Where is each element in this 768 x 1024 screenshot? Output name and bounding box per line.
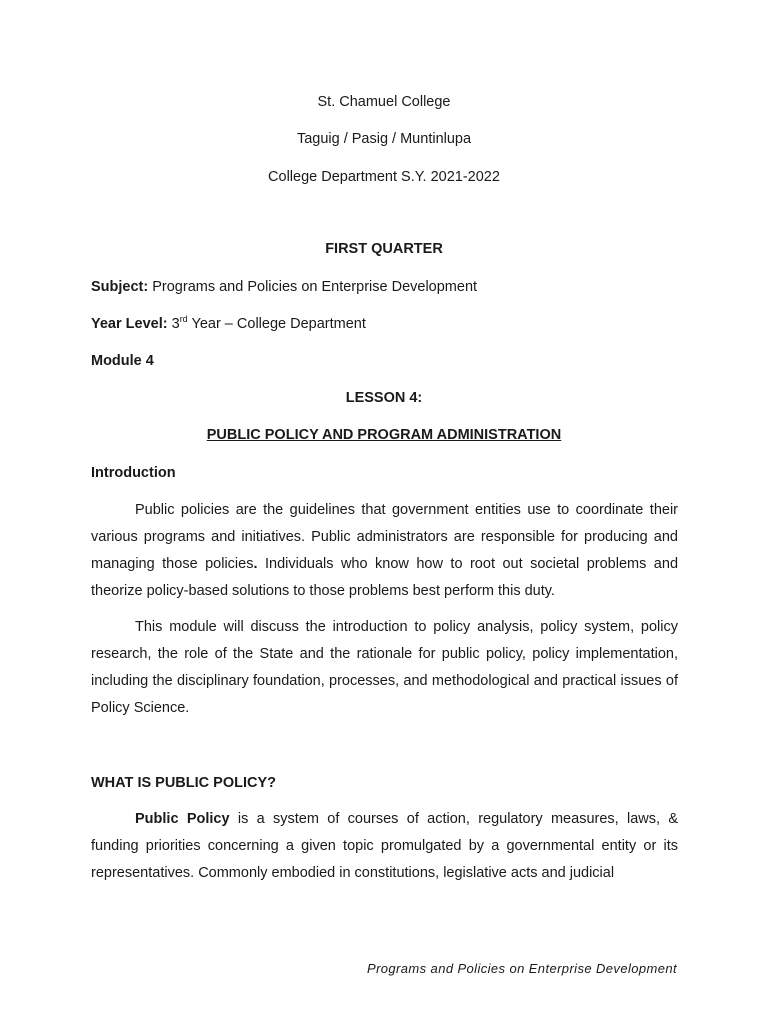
subject-label: Subject: [91, 279, 149, 295]
public-policy-paragraph [91, 806, 678, 887]
lesson-title: PUBLIC POLICY AND PROGRAM ADMINISTRATION [206, 427, 562, 443]
intro-p1-period: . [253, 556, 258, 572]
department-school-year: College Department S.Y. 2021-2022 [268, 169, 500, 185]
subject-value: Programs and Policies on Enterprise Development [152, 279, 478, 295]
year-level-suffix: rd [179, 314, 188, 325]
page-footer: Programs and Policies on Enterprise Development [367, 961, 677, 976]
lesson-number: LESSON 4: [345, 390, 423, 406]
year-level-number: 3 [171, 316, 180, 332]
introduction-paragraph-1 [91, 497, 678, 605]
year-level-value: Year – College Department [191, 316, 366, 332]
quarter-heading: FIRST QUARTER [325, 241, 443, 257]
subject-line [91, 279, 477, 295]
module-label: Module 4 [91, 353, 154, 369]
public-policy-definition: is a system of courses of action, regulatory measures, laws, & funding priorities concerning a given topic promulgated by a governmental entity or its representatives. Commonly embodied in constitutions, legislative acts and judicial [91, 811, 679, 881]
introduction-heading: Introduction [91, 465, 176, 481]
campus-list: Taguig / Pasig / Muntinlupa [296, 131, 472, 147]
intro-p1-part-a: Public policies are the guidelines that government entities use to coordinate their various programs and initiatives. Public administrators are responsible for producing and managing those policies [91, 502, 678, 572]
introduction-paragraph-2: This module will discuss the introduction to policy analysis, policy system, policy research, the role of the State and the rationale for public policy, policy implementation, including the disciplinary foundation, processes, and methodological and practical issues of Policy Science. [91, 619, 678, 716]
public-policy-heading: WHAT IS PUBLIC POLICY? [91, 775, 277, 791]
year-level-label: Year Level: [91, 316, 168, 332]
school-name: St. Chamuel College [317, 94, 451, 110]
intro-p1-part-b: Individuals who know how to root out societal problems and theorize policy-based solutions to those problems best perform this duty. [91, 556, 679, 599]
year-level-line [91, 316, 366, 332]
public-policy-term: Public Policy [135, 811, 230, 827]
